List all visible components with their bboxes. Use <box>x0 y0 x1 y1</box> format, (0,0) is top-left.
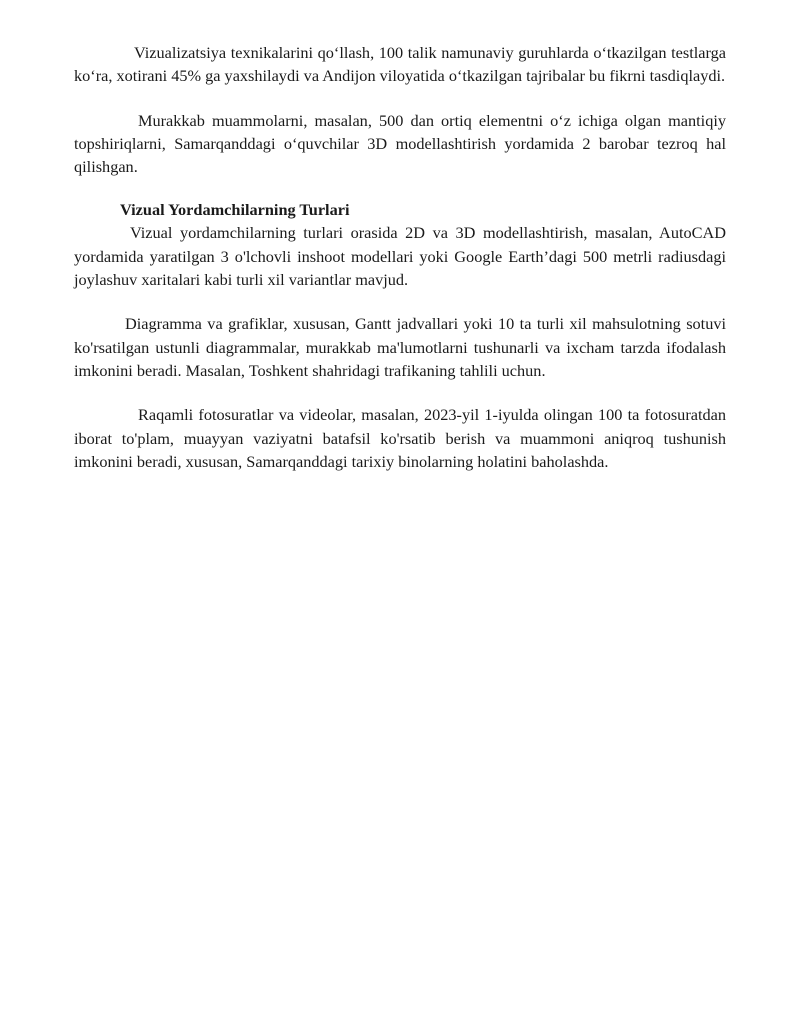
paragraph-visualization-memory: Vizualizatsiya texnikalarini qo‘llash, 100 talik namunaviy guruhlarda o‘tkazilgan testlarga ko‘ra, xotirani 45% ga yaxshilaydi va Andijon viloyatida o‘tkazilgan tajribalar bu fikrni tasdiqlaydi. <box>74 43 726 86</box>
paragraph-gap <box>74 291 726 312</box>
paragraph-photos-videos: Raqamli fotosuratlar va videolar, masalan, 2023-yil 1-iyulda olingan 100 ta fotosuratdan iborat to'plam, muayyan vaziyatni batafsil ko'rsatib berish va muammoni aniqroq tushunish imkonini beradi, xususan, Samarqanddagi tarixiy binolarning holatini baholashda. <box>74 405 726 471</box>
paragraph-complex-problems: Murakkab muammolarni, masalan, 500 dan ortiq elementni o‘z ichiga olgan mantiqiy topshiriqlarni, Samarqanddagi o‘quvchilar 3D modellashtirish yordamida 2 barobar tezroq hal qilishgan. <box>74 110 726 177</box>
document-body <box>74 41 726 473</box>
paragraph-gap <box>74 88 726 109</box>
paragraph-diagrams-charts: Diagramma va grafiklar, xususan, Gantt jadvallari yoki 10 ta turli xil mahsulotning sotuvi ko'rsatilgan ustunli diagrammalar, murakkab ma'lumotlarni tushunarli va ixcham tarzda ifodalash imkonini beradi. Masalan, Toshkent shahridagi trafikaning tahlili uchun. <box>74 314 726 380</box>
paragraph-gap <box>74 178 726 199</box>
paragraph-visual-aid-types: Vizual yordamchilarning turlari orasida 2D va 3D modellashtirish, masalan, AutoCAD yordamida yaratilgan 3 o'lchovli inshoot modellari yoki Google Earth’dagi 500 metrli radiusdagi joylashuv xaritalari kabi turli xil variantlar mavjud. <box>74 223 726 290</box>
paragraph-gap <box>74 382 726 403</box>
section-heading: Vizual Yordamchilarning Turlari <box>120 200 350 220</box>
